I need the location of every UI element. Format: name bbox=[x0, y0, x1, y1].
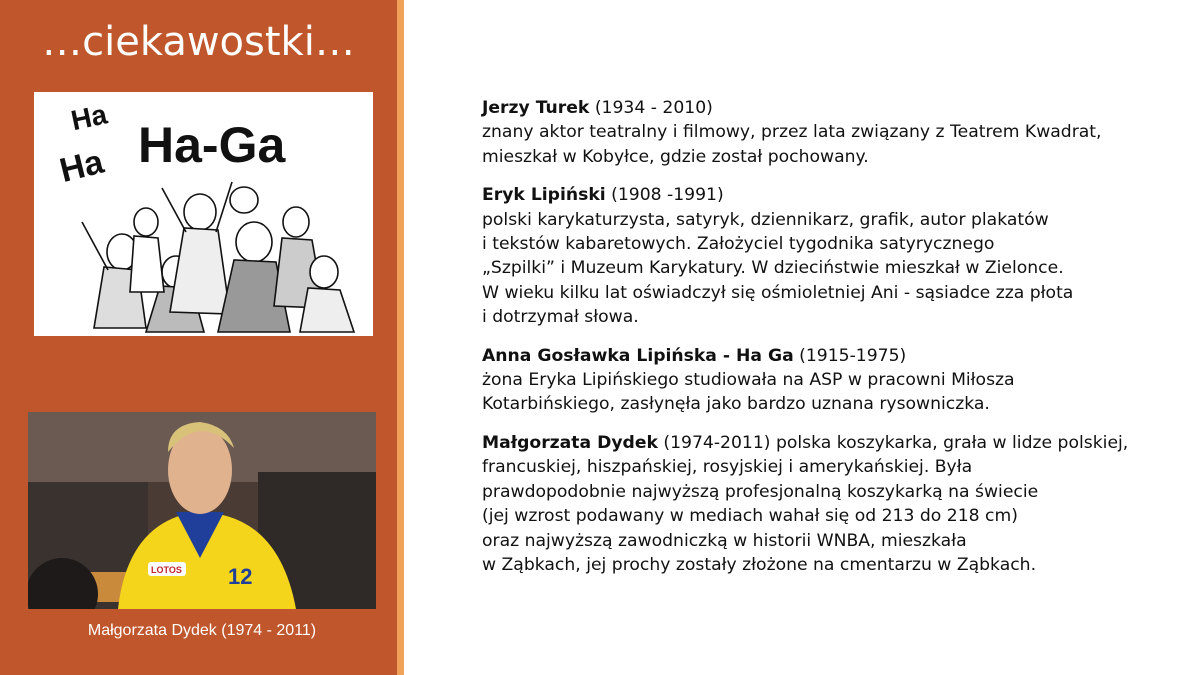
entry-anna-goslawka-lipinska bbox=[482, 344, 1162, 417]
content-list bbox=[482, 96, 1162, 591]
cartoon-caption-line-1: Rysunek Anny Gosławskiej Lipińskiej bbox=[907, 346, 1170, 363]
entry-text-line: żona Eryka Lipińskiego studiowała na ASP w pracowni Miłosza bbox=[482, 370, 1015, 391]
photo-caption: Małgorzata Dydek (1974 - 2011) bbox=[87, 622, 317, 639]
entry-name: Małgorzata Dydek bbox=[482, 432, 658, 453]
cartoon-ha-1: Ha bbox=[68, 98, 110, 137]
ha-ga-cartoon bbox=[34, 92, 373, 336]
entry-name: Anna Gosławka Lipińska - Ha Ga bbox=[482, 345, 794, 366]
entry-jerzy-turek bbox=[482, 96, 1162, 169]
entry-name: Jerzy Turek bbox=[482, 98, 590, 118]
entry-text-line: (jej wzrost podawany w mediach wahał się od 213 do 218 cm) bbox=[482, 506, 1018, 527]
entry-text-line: znany aktor teatralny i filmowy, przez lata związany z Teatrem Kwadrat, bbox=[482, 122, 1102, 143]
entry-text-line: Kotarbińskiego, zasłynęła jako bardzo uznana rysowniczka. bbox=[482, 394, 990, 415]
entry-text-line: „Szpilki” i Muzeum Karykatury. W dzieciństwie mieszkał w Zielonce. bbox=[482, 258, 1064, 279]
entry-heading bbox=[482, 183, 1162, 207]
slide-title: …ciekawostki… bbox=[42, 19, 355, 65]
entry-malgorzata-dydek bbox=[482, 431, 1162, 577]
entry-heading bbox=[482, 96, 1162, 120]
jersey-number: 12 bbox=[228, 564, 253, 589]
entry-eryk-lipinski bbox=[482, 183, 1162, 329]
cartoon-figures bbox=[82, 182, 354, 332]
entry-text-line: i dotrzymał słowa. bbox=[482, 307, 639, 328]
entry-text-line: w Ząbkach, jej prochy zostały złożone na cmentarzu w Ząbkach. bbox=[482, 554, 1037, 575]
entry-text-line: mieszkał w Kobyłce, gdzie został pochowany. bbox=[482, 146, 869, 167]
entry-heading bbox=[482, 344, 1162, 368]
cartoon-caption-line-2: (1915 - 1975) bbox=[1073, 367, 1170, 384]
entry-text-line: i tekstów kabaretowych. Założyciel tygodnika satyrycznego bbox=[482, 234, 995, 255]
cartoon-title: Ha-Ga bbox=[138, 117, 286, 173]
player-photo bbox=[28, 412, 376, 609]
entry-name: Eryk Lipiński bbox=[482, 185, 606, 206]
player-photo-image bbox=[28, 412, 376, 609]
entry-text-line: W wieku kilku lat oświadczył się ośmioletniej Ani - sąsiadce zza płota bbox=[482, 282, 1074, 303]
entry-dates: (1915-1975) bbox=[793, 345, 907, 366]
entry-text-line: polski karykaturzysta, satyryk, dziennikarz, grafik, autor plakatów bbox=[482, 209, 1049, 230]
entry-dates: (1974-2011) polska koszykarka, grała w lidze polskiej, bbox=[657, 432, 1129, 453]
entry-dates: (1908 -1991) bbox=[605, 185, 724, 206]
entry-text-line: oraz najwyższą zawodniczką w historii WNBA, mieszkała bbox=[482, 530, 967, 551]
entry-text-line: prawdopodobnie najwyższą profesjonalną koszykarką na świecie bbox=[482, 481, 1039, 502]
entry-heading bbox=[482, 431, 1162, 455]
accent-stripe bbox=[397, 0, 404, 675]
jersey-sponsor: LOTOS bbox=[151, 565, 182, 575]
cartoon-drawing bbox=[34, 92, 373, 336]
entry-text-line: francuskiej, hiszpańskiej, rosyjskiej i amerykańskiej. Była bbox=[482, 457, 973, 478]
entry-dates: (1934 - 2010) bbox=[589, 98, 713, 118]
cartoon-ha-2: Ha bbox=[55, 142, 108, 191]
